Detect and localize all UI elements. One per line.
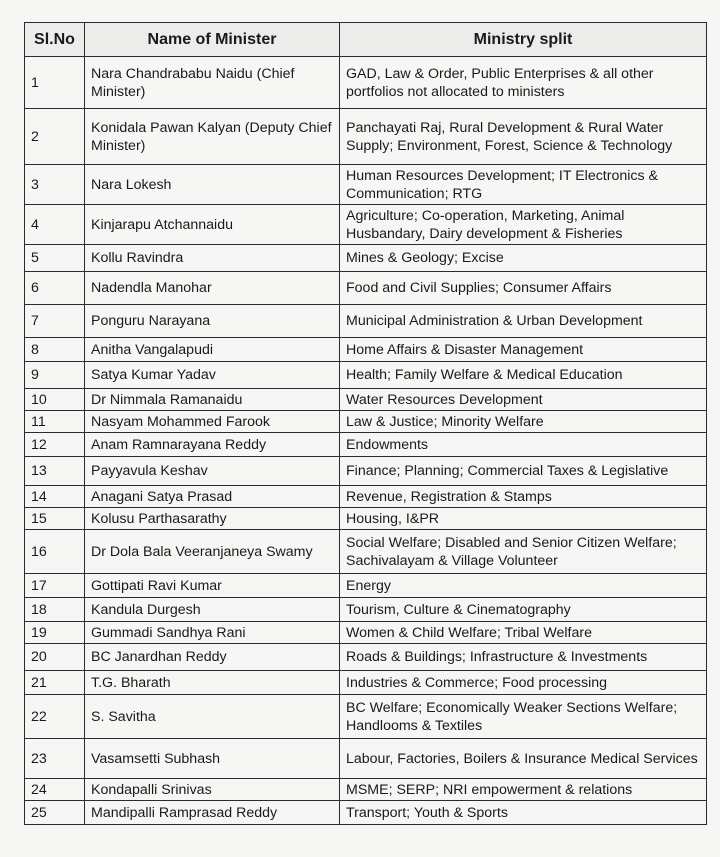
sl-no-cell: 4 <box>25 205 85 245</box>
ministry-split-cell: MSME; SERP; NRI empowerment & relations <box>340 779 707 801</box>
sl-no-cell: 22 <box>25 695 85 739</box>
sl-no-cell: 16 <box>25 530 85 574</box>
table-row <box>25 305 707 338</box>
table-row <box>25 272 707 305</box>
sl-no-cell: 3 <box>25 165 85 205</box>
ministry-split-cell: Roads & Buildings; Infrastructure & Investments <box>340 644 707 671</box>
minister-name-cell: Nasyam Mohammed Farook <box>85 411 340 433</box>
minister-name-cell: Ponguru Narayana <box>85 305 340 338</box>
table-row <box>25 671 707 695</box>
minister-name-cell: Nara Lokesh <box>85 165 340 205</box>
table-row <box>25 644 707 671</box>
minister-name-cell: Anitha Vangalapudi <box>85 338 340 362</box>
minister-name-cell: Anagani Satya Prasad <box>85 486 340 508</box>
ministry-split-cell: BC Welfare; Economically Weaker Sections Welfare; Handlooms & Textiles <box>340 695 707 739</box>
sl-no-cell: 20 <box>25 644 85 671</box>
ministry-split-cell: Revenue, Registration & Stamps <box>340 486 707 508</box>
sl-no-cell: 8 <box>25 338 85 362</box>
sl-no-cell: 5 <box>25 245 85 272</box>
minister-name-cell: Kinjarapu Atchannaidu <box>85 205 340 245</box>
header-sl-no: Sl.No <box>25 23 85 57</box>
minister-name-cell: BC Janardhan Reddy <box>85 644 340 671</box>
ministry-split-cell: Finance; Planning; Commercial Taxes & Legislative <box>340 457 707 486</box>
ministry-split-cell: Housing, I&PR <box>340 508 707 530</box>
sl-no-cell: 14 <box>25 486 85 508</box>
minister-name-cell: Dr Nimmala Ramanaidu <box>85 389 340 411</box>
ministry-split-cell: GAD, Law & Order, Public Enterprises & all other portfolios not allocated to ministers <box>340 57 707 109</box>
ministry-split-cell: Law & Justice; Minority Welfare <box>340 411 707 433</box>
ministry-split-cell: Labour, Factories, Boilers & Insurance Medical Services <box>340 739 707 779</box>
ministry-split-cell: Health; Family Welfare & Medical Education <box>340 362 707 389</box>
table-row <box>25 739 707 779</box>
sl-no-cell: 12 <box>25 433 85 457</box>
table-row <box>25 457 707 486</box>
ministry-split-cell: Women & Child Welfare; Tribal Welfare <box>340 622 707 644</box>
minister-name-cell: Kondapalli Srinivas <box>85 779 340 801</box>
table-row <box>25 779 707 801</box>
sl-no-cell: 6 <box>25 272 85 305</box>
minister-name-cell: Gummadi Sandhya Rani <box>85 622 340 644</box>
minister-name-cell: Kollu Ravindra <box>85 245 340 272</box>
table-row <box>25 486 707 508</box>
minister-name-cell: Gottipati Ravi Kumar <box>85 574 340 598</box>
table-row <box>25 801 707 825</box>
ministry-split-cell: Home Affairs & Disaster Management <box>340 338 707 362</box>
minister-name-cell: T.G. Bharath <box>85 671 340 695</box>
sl-no-cell: 7 <box>25 305 85 338</box>
ministry-split-cell: Food and Civil Supplies; Consumer Affairs <box>340 272 707 305</box>
minister-name-cell: Dr Dola Bala Veeranjaneya Swamy <box>85 530 340 574</box>
sl-no-cell: 11 <box>25 411 85 433</box>
minister-name-cell: Payyavula Keshav <box>85 457 340 486</box>
table-row <box>25 598 707 622</box>
table-row <box>25 165 707 205</box>
ministry-split-cell: Agriculture; Co-operation, Marketing, Animal Husbandary, Dairy development & Fisheries <box>340 205 707 245</box>
sl-no-cell: 15 <box>25 508 85 530</box>
table-row <box>25 411 707 433</box>
sl-no-cell: 1 <box>25 57 85 109</box>
sl-no-cell: 24 <box>25 779 85 801</box>
table-row <box>25 695 707 739</box>
ministry-split-cell: Social Welfare; Disabled and Senior Citizen Welfare; Sachivalayam & Village Volunteer <box>340 530 707 574</box>
sl-no-cell: 10 <box>25 389 85 411</box>
minister-name-cell: S. Savitha <box>85 695 340 739</box>
table-body <box>25 57 707 825</box>
ministry-split-cell: Transport; Youth & Sports <box>340 801 707 825</box>
minister-name-cell: Nara Chandrababu Naidu (Chief Minister) <box>85 57 340 109</box>
sl-no-cell: 18 <box>25 598 85 622</box>
minister-name-cell: Nadendla Manohar <box>85 272 340 305</box>
ministry-split-cell: Industries & Commerce; Food processing <box>340 671 707 695</box>
table-header-row <box>25 23 707 57</box>
table-row <box>25 245 707 272</box>
header-ministry-split: Ministry split <box>340 23 707 57</box>
sl-no-cell: 19 <box>25 622 85 644</box>
sl-no-cell: 25 <box>25 801 85 825</box>
minister-name-cell: Mandipalli Ramprasad Reddy <box>85 801 340 825</box>
table-row <box>25 338 707 362</box>
minister-name-cell: Anam Ramnarayana Reddy <box>85 433 340 457</box>
table-row <box>25 530 707 574</box>
table-row <box>25 362 707 389</box>
ministry-split-cell: Endowments <box>340 433 707 457</box>
table-row <box>25 433 707 457</box>
minister-name-cell: Konidala Pawan Kalyan (Deputy Chief Minister) <box>85 109 340 165</box>
minister-name-cell: Kandula Durgesh <box>85 598 340 622</box>
sl-no-cell: 2 <box>25 109 85 165</box>
table-row <box>25 574 707 598</box>
ministers-table <box>24 22 707 825</box>
table-row <box>25 622 707 644</box>
ministry-split-cell: Panchayati Raj, Rural Development & Rural Water Supply; Environment, Forest, Science & Technology <box>340 109 707 165</box>
sl-no-cell: 9 <box>25 362 85 389</box>
sl-no-cell: 23 <box>25 739 85 779</box>
minister-name-cell: Vasamsetti Subhash <box>85 739 340 779</box>
minister-name-cell: Kolusu Parthasarathy <box>85 508 340 530</box>
sl-no-cell: 21 <box>25 671 85 695</box>
ministry-split-cell: Municipal Administration & Urban Development <box>340 305 707 338</box>
header-minister-name: Name of Minister <box>85 23 340 57</box>
ministry-split-cell: Energy <box>340 574 707 598</box>
table-row <box>25 205 707 245</box>
ministry-split-cell: Human Resources Development; IT Electronics & Communication; RTG <box>340 165 707 205</box>
table-row <box>25 508 707 530</box>
ministry-split-cell: Water Resources Development <box>340 389 707 411</box>
table-row <box>25 57 707 109</box>
sl-no-cell: 17 <box>25 574 85 598</box>
ministry-split-cell: Tourism, Culture & Cinematography <box>340 598 707 622</box>
table-row <box>25 109 707 165</box>
minister-name-cell: Satya Kumar Yadav <box>85 362 340 389</box>
ministry-split-cell: Mines & Geology; Excise <box>340 245 707 272</box>
sl-no-cell: 13 <box>25 457 85 486</box>
table-row <box>25 389 707 411</box>
